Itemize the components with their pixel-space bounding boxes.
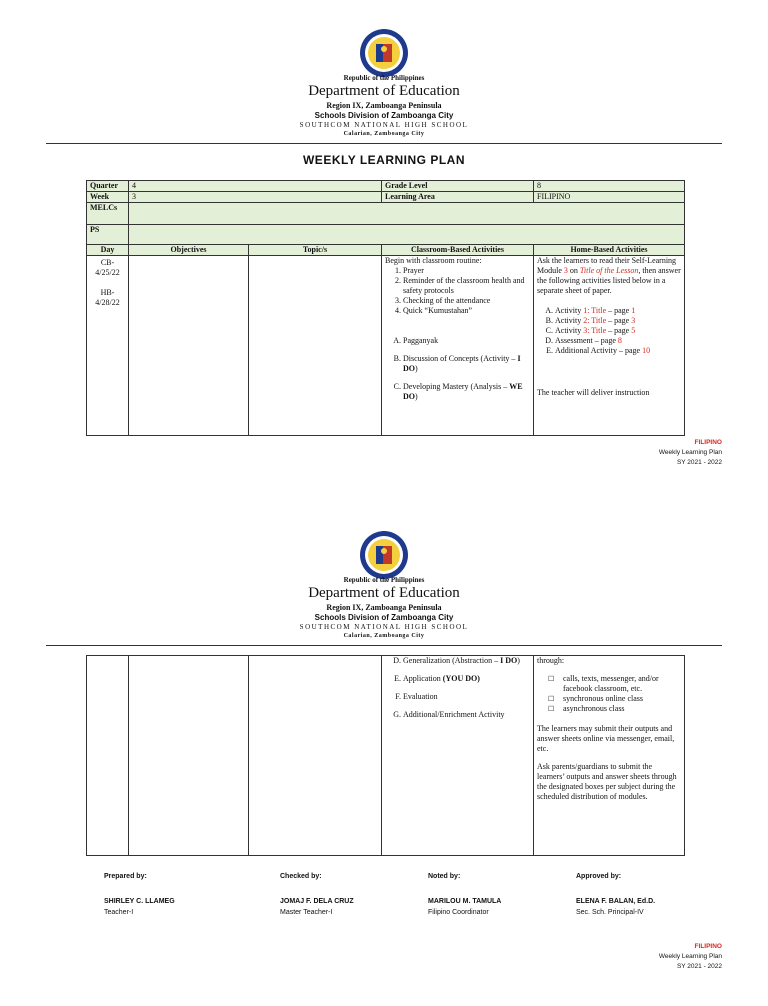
list-item: E. Application (YOU DO) xyxy=(403,674,530,684)
plan-table-page1 xyxy=(86,180,685,436)
footer-school-year: SY 2021 - 2022 xyxy=(676,963,722,970)
channel-list xyxy=(537,674,681,714)
col-objectives: Objectives xyxy=(129,245,249,256)
footer-doc-title: Weekly Learning Plan xyxy=(658,953,722,960)
signatory-label: Checked by: xyxy=(280,873,322,880)
department-name: Department of Education xyxy=(308,83,460,99)
learning-area-label: Learning Area xyxy=(382,192,534,203)
ps-value xyxy=(129,225,685,245)
topics-cell xyxy=(249,656,382,856)
republic-text: Republic of the Philippines xyxy=(343,576,425,584)
region-text: Region IX, Zamboanga Peninsula xyxy=(326,603,442,612)
home-activities-cell xyxy=(534,256,685,436)
melcs-value xyxy=(129,203,685,225)
list-item: D. Generalization (Abstraction – I DO) xyxy=(403,656,530,666)
through-text: through: xyxy=(537,656,565,665)
school-city: Calarian, Zamboanga City xyxy=(343,633,425,639)
week-value: 3 xyxy=(129,192,382,203)
footer-doc-title: Weekly Learning Plan xyxy=(658,449,722,456)
list-item: B. Discussion of Concepts (Activity – I DO) xyxy=(403,354,530,374)
grade-level-value: 8 xyxy=(534,181,685,192)
steps-list-b xyxy=(385,656,530,720)
home-activity-list xyxy=(537,306,681,356)
col-home-activities: Home-Based Activities xyxy=(534,245,685,256)
page2-footer xyxy=(659,942,722,972)
objectives-cell xyxy=(129,656,249,856)
plan-table-page2 xyxy=(86,655,685,856)
signatory-position: Sec. Sch. Principal-IV xyxy=(576,909,644,916)
page1-footer xyxy=(659,438,722,468)
day-hb: HB- 4/28/22 xyxy=(95,288,120,307)
signatory-prepared xyxy=(104,871,175,918)
deped-seal-logo xyxy=(359,28,409,78)
department-name: Department of Education xyxy=(308,585,460,601)
list-item: G. Additional/Enrichment Activity xyxy=(403,710,530,720)
topics-cell xyxy=(249,256,382,436)
school-name: SOUTHCOM NATIONAL HIGH SCHOOL xyxy=(299,121,469,129)
signatory-checked xyxy=(280,871,354,918)
classroom-activities-cell xyxy=(382,656,534,856)
list-item: A. Pagganyak xyxy=(403,336,530,346)
division-text: Schools Division of Zamboanga City xyxy=(314,111,454,120)
home-teacher-note: The teacher will deliver instruction xyxy=(537,388,650,397)
header-divider xyxy=(46,645,722,646)
classroom-activities-cell xyxy=(382,256,534,436)
col-classroom-activities: Classroom-Based Activities xyxy=(382,245,534,256)
list-item: 2. Reminder of the classroom health and safety protocols xyxy=(403,276,530,296)
checkbox-item: ☐ asynchronous class xyxy=(545,704,681,714)
signatory-noted xyxy=(428,871,501,918)
week-label: Week xyxy=(87,192,129,203)
signatory-position: Master Teacher-I xyxy=(280,909,333,916)
republic-text: Republic of the Philippines xyxy=(343,74,425,82)
col-topics: Topic/s xyxy=(249,245,382,256)
page-title: WEEKLY LEARNING PLAN xyxy=(302,153,465,167)
list-item: C. Developing Mastery (Analysis – WE DO) xyxy=(403,382,530,402)
list-item: F. Evaluation xyxy=(403,692,530,702)
list-item: E. Additional Activity – page 10 xyxy=(555,346,681,356)
day-cb: CB- 4/25/22 xyxy=(95,258,120,277)
objectives-cell xyxy=(129,256,249,436)
ps-label: PS xyxy=(87,225,129,245)
signatory-name: MARILOU M. TAMULA xyxy=(428,898,502,905)
signatory-name: JOMAJ F. DELA CRUZ xyxy=(280,898,354,905)
quarter-label: Quarter xyxy=(87,181,129,192)
checkbox-item: ☐ calls, texts, messenger, and/or facebook classroom, etc. xyxy=(545,674,681,694)
list-item: B. Activity 2: Title – page 3 xyxy=(555,316,681,326)
steps-list-a xyxy=(385,336,530,402)
table-row xyxy=(87,656,685,856)
list-item: A. Activity 1: Title – page 1 xyxy=(555,306,681,316)
school-city: Calarian, Zamboanga City xyxy=(343,131,425,137)
signatory-label: Noted by: xyxy=(428,873,461,880)
header-divider xyxy=(46,143,722,144)
division-text: Schools Division of Zamboanga City xyxy=(314,613,454,622)
list-item: 3. Checking of the attendance xyxy=(403,296,530,306)
grade-level-label: Grade Level xyxy=(382,181,534,192)
footer-subject: FILIPINO xyxy=(694,943,722,950)
signatory-position: Teacher-I xyxy=(104,909,134,916)
submit-note: The learners may submit their outputs and answer sheets online via messenger, email, etc. xyxy=(537,724,675,753)
list-item: C. Activity 3: Title – page 5 xyxy=(555,326,681,336)
signatory-name: SHIRLEY C. LLAMEG xyxy=(104,898,175,905)
routine-intro: Begin with classroom routine: xyxy=(385,256,482,265)
deped-seal-logo xyxy=(359,530,409,580)
col-day: Day xyxy=(87,245,129,256)
learning-area-value: FILIPINO xyxy=(534,192,685,203)
list-item: 4. Quick “Kumustahan” xyxy=(403,306,530,316)
region-text: Region IX, Zamboanga Peninsula xyxy=(326,101,442,110)
list-item: 1. Prayer xyxy=(403,266,530,276)
day-cell xyxy=(87,656,129,856)
signatory-name: ELENA F. BALAN, Ed.D. xyxy=(576,898,656,905)
parents-note: Ask parents/guardians to submit the learners’ outputs and answer sheets through the designated boxes per subject during the scheduled distribution of modules. xyxy=(537,762,677,801)
footer-school-year: SY 2021 - 2022 xyxy=(676,459,722,466)
home-intro: Ask the learners to read their Self-Learning Module 3 on Title of the Lesson, then answer the following activities listed below in a separate sheet of paper. xyxy=(537,256,681,295)
school-name: SOUTHCOM NATIONAL HIGH SCHOOL xyxy=(299,623,469,631)
table-row xyxy=(87,256,685,436)
signatory-label: Prepared by: xyxy=(104,873,147,880)
routine-list xyxy=(385,266,530,316)
signatory-approved xyxy=(576,871,655,918)
column-header-row xyxy=(87,245,685,256)
melcs-label: MELCs xyxy=(87,203,129,225)
list-item: D. Assessment – page 8 xyxy=(555,336,681,346)
signatory-position: Filipino Coordinator xyxy=(428,909,489,916)
footer-subject: FILIPINO xyxy=(694,439,722,446)
home-activities-cell xyxy=(534,656,685,856)
signatory-label: Approved by: xyxy=(576,873,622,880)
checkbox-item: ☐ synchronous online class xyxy=(545,694,681,704)
quarter-value: 4 xyxy=(129,181,382,192)
